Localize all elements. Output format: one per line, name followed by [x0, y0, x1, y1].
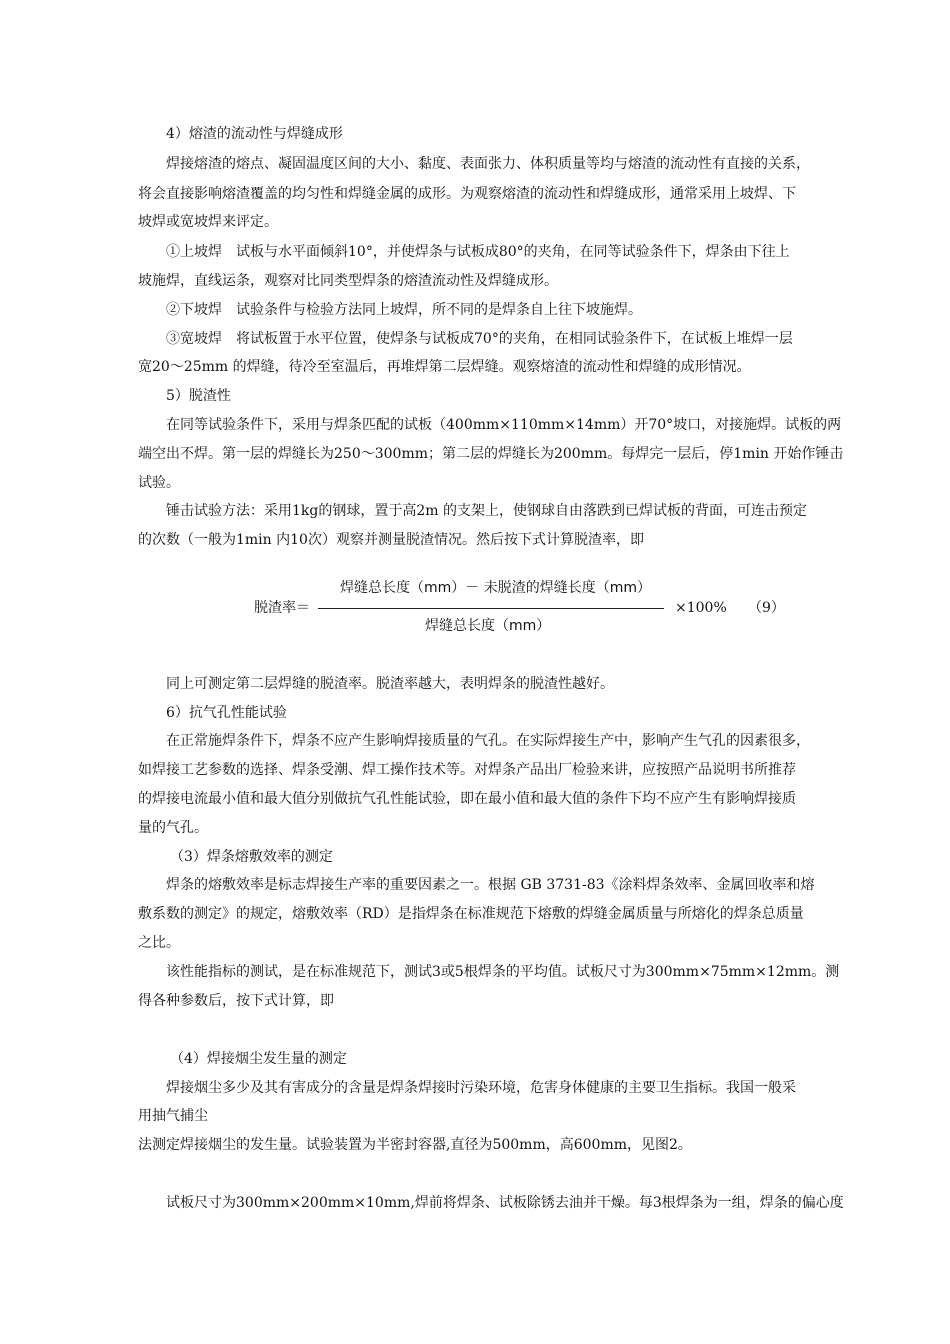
paragraph-line: 焊接熔渣的熔点、凝固温度区间的大小、黏度、表面张力、体积质量等均与熔渣的流动性有直接的关系， — [166, 156, 810, 172]
paragraph-line: ①上坡焊 试板与水平面倾斜10°，并使焊条与试板成80°的夹角，在同等试验条件下，焊条由下往上 — [166, 244, 790, 260]
paragraph-line: 如焊接工艺参数的选择、焊条受潮、焊工操作技术等。对焊条产品出厂检验来讲，应按照产品说明书所推荐 — [138, 762, 796, 778]
formula-number: （9） — [748, 600, 785, 616]
paragraph-line: 之比。 — [138, 935, 180, 951]
paragraph-line: 在正常施焊条件下，焊条不应产生影响焊接质量的气孔。在实际焊接生产中，影响产生气孔的因素很多， — [166, 733, 810, 749]
formula-multiplier: ×100% — [675, 600, 727, 616]
paragraph-line: 的次数（一般为1min 内10次）观察并测量脱渣情况。然后按下式计算脱渣率，即 — [138, 532, 644, 548]
paragraph-line: 得各种参数后，按下式计算，即 — [138, 993, 334, 1009]
paragraph-line: 敷系数的测定》的规定，熔敷效率（RD）是指焊条在标准规范下熔敷的焊缝金属质量与所熔化的焊条总质量 — [138, 906, 804, 922]
subheading-slag-removal: 5）脱渣性 — [166, 388, 231, 404]
paragraph-line: 焊条的熔敷效率是标志焊接生产率的重要因素之一。根据 GB 3731-83《涂料焊条效率、金属回收率和熔 — [166, 877, 815, 893]
paragraph-line: 在同等试验条件下，采用与焊条匹配的试板（400mm×110mm×14mm）开70°坡口，对接施焊。试板的两 — [166, 417, 842, 433]
paragraph-line: 坡施焊，直线运条，观察对比同类型焊条的熔渣流动性及焊缝成形。 — [138, 273, 558, 289]
subheading-porosity: 6）抗气孔性能试验 — [166, 705, 287, 721]
formula-denominator: 焊缝总长度（mm） — [425, 618, 551, 634]
paragraph-line: 同上可测定第二层焊缝的脱渣率。脱渣率越大，表明焊条的脱渣性越好。 — [166, 676, 614, 692]
paragraph-line: ③宽坡焊 将试板置于水平位置，使焊条与试板成70°的夹角，在相同试验条件下，在试板上堆焊一层 — [166, 331, 793, 347]
formula-numerator: 焊缝总长度（mm）－ 未脱渣的焊缝长度（mm） — [340, 580, 651, 596]
paragraph-line: 将会直接影响熔渣覆盖的均匀性和焊缝金属的成形。为观察熔渣的流动性和焊缝成形，通常采用上坡焊、下 — [138, 186, 796, 202]
paragraph-line: 锤击试验方法：采用1kg的钢球，置于高2m 的支架上，使钢球自由落跌到已焊试板的背面，可连击预定 — [166, 503, 807, 519]
paragraph-line: 的焊接电流最小值和最大值分别做抗气孔性能试验，即在最小值和最大值的条件下均不应产生有影响焊接质 — [138, 791, 796, 807]
subheading-deposition-efficiency: （3）焊条熔敷效率的测定 — [170, 849, 333, 865]
paragraph-line: 量的气孔。 — [138, 820, 208, 836]
paragraph-line: 宽20～25mm 的焊缝，待冷至室温后，再堆焊第二层焊缝。观察熔渣的流动性和焊缝的成形情况。 — [138, 359, 751, 375]
fraction-bar — [318, 608, 664, 609]
paragraph-line: 焊接烟尘多少及其有害成分的含量是焊条焊接时污染环境，危害身体健康的主要卫生指标。我国一般采 — [166, 1080, 796, 1096]
subheading-slag-fluidity: 4）熔渣的流动性与焊缝成形 — [166, 126, 343, 142]
paragraph-line: ②下坡焊 试验条件与检验方法同上坡焊，所不同的是焊条自上往下坡施焊。 — [166, 302, 642, 318]
paragraph-line: 用抽气捕尘 — [138, 1108, 208, 1124]
paragraph-line: 法测定焊接烟尘的发生量。试验装置为半密封容器,直径为500mm，高600mm，见图2。 — [138, 1137, 692, 1153]
paragraph-line: 试板尺寸为300mm×200mm×10mm,焊前将焊条、试板除锈去油并干燥。每3根焊条为一组，焊条的偏心度 — [166, 1195, 844, 1211]
paragraph-line: 坡焊或宽坡焊来评定。 — [138, 214, 278, 230]
paragraph-line: 端空出不焊。第一层的焊缝长为250～300mm；第二层的焊缝长为200mm。每焊完一层后，停1min 开始作锤击 — [138, 446, 844, 462]
paragraph-line: 试验。 — [138, 475, 180, 491]
paragraph-line: 该性能指标的测试，是在标准规范下，测试3或5根焊条的平均值。试板尺寸为300mm×75mm×12mm。测 — [166, 964, 840, 980]
formula-label: 脱渣率＝ — [254, 600, 310, 616]
subheading-fume-generation: （4）焊接烟尘发生量的测定 — [170, 1051, 347, 1067]
